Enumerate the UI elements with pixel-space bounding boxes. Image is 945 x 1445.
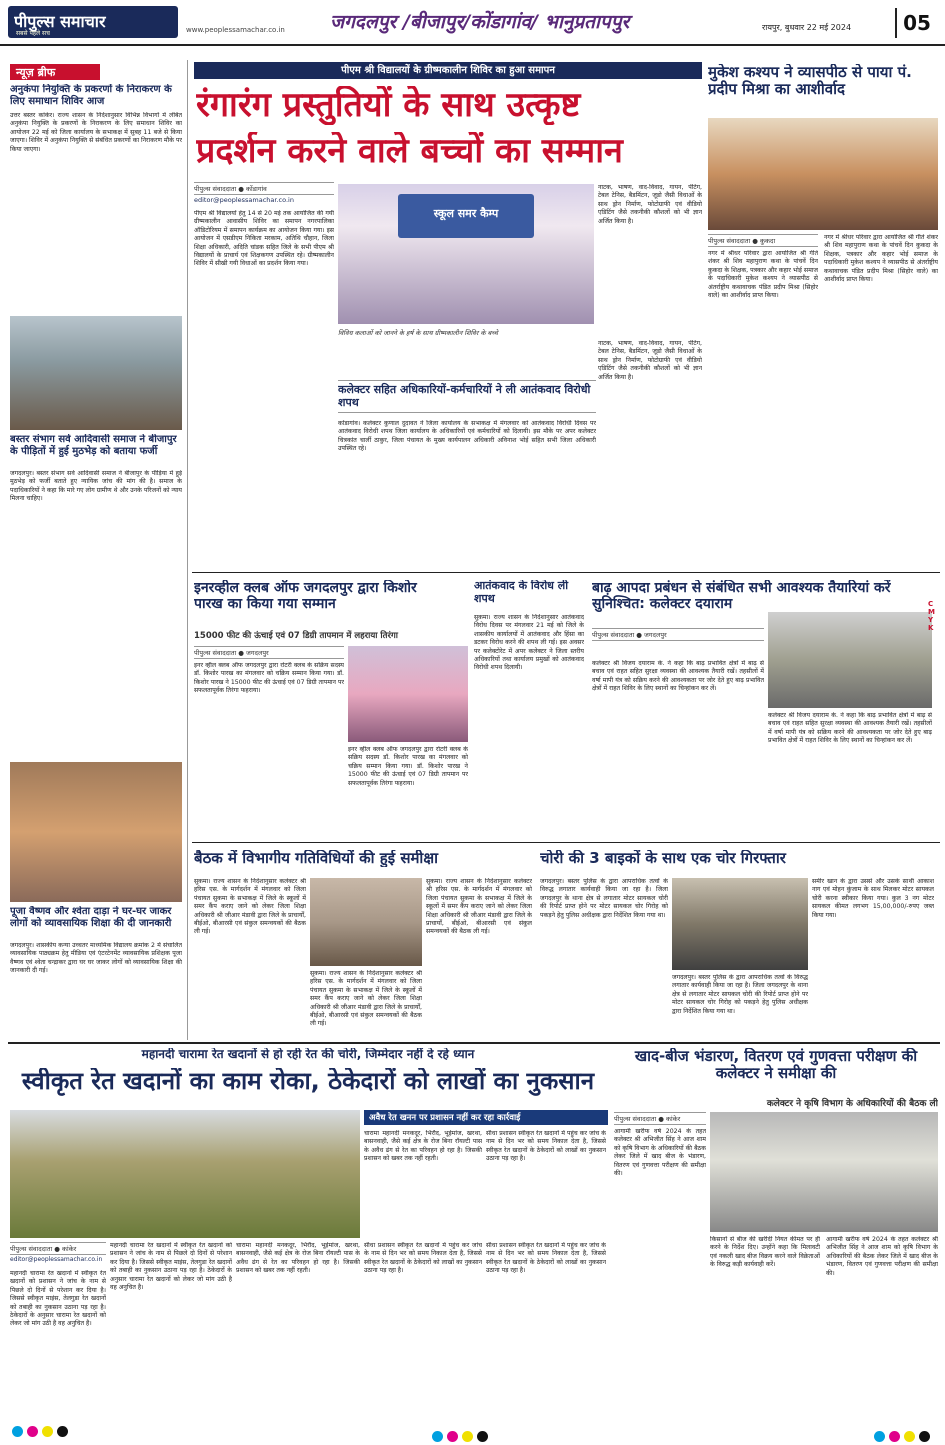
cmyk-black-dot — [57, 1426, 68, 1437]
mukesh-byline: पीपुल्स संवाददाता ● कुकदा — [708, 234, 818, 247]
shapath-headline: आतंकवाद के विरोध ली शपथ — [474, 580, 569, 605]
sammelan-headline: बस्तर संभाग सर्व आदिवासी समाज ने बीजापुर के पीड़ितों में हुई मुठभेड़ को बताया फर्जी — [10, 434, 177, 457]
lead-body-2: नाटक, भाषण, वाद-विवाद, गायन, पेंटिंग, टेबल टेनिस, बैडमिंटन, जूडो जैसी विधाओं के साथ ड्रोन निर्माण, फोटोग्राफी एवं वीडियो एडिटिंग जैसे तकनीकी कौशलों को भी ज्ञान अर्जित किया है। — [598, 184, 702, 225]
innerwheel-body: इनर व्हील क्लब ऑफ जगदलपुर द्वारा रोटरी क्लब के सक्रिय सदस्य डॉ. किशोर पारख का मंगलवार को चक्रिय सम्मान किया गया। डॉ. किशोर पारख ने 15000 फीट की ऊंचाई एवं 07 डिग्री तापमान पर सफलतापूर्वक तिरंगा फहराया। — [194, 662, 344, 695]
news-brief-label: न्यूज़ ब्रीफ — [10, 64, 100, 80]
column-divider — [187, 60, 188, 1040]
lead-email[interactable]: editor@peoplessamachar.co.in — [194, 196, 294, 204]
camp-banner-text: स्कूल समर कैम्प — [433, 207, 499, 220]
camp-banner — [398, 194, 534, 238]
khad-body-3: आगामी खरीफ वर्ष 2024 के तहत कलेक्टर श्री अभिजीत सिंह ने आज शाम को कृषि विभाग के अधिकारियों की बैठक लेकर जिले में खाद बीज के भंडारण, वितरण एवं गुणवत्ता परीक्षण की समीक्षा की। — [826, 1236, 938, 1277]
atankvad-body: कोंडागांव। कलेक्टर कुणाल दुदावत ने जिला कार्यालय के सभाकक्ष में मंगलवार को आतंकवाद विरोधी दिवस पर आतंकवाद विरोधी शपथ जिला कार्यालय के अधिकारियों एवं कर्मचारियों को दिलायी। इस मौके पर अपर कलेक्टर चित्रकांत चार्ली ठाकुर, जिला पंचायत के मुख्य कार्यपालन अधिकारी अविनाश भोई सहित सभी जिला अधिकारी उपस्थित रहे। — [338, 420, 596, 453]
chor-body-2: समीर खान के द्वारा उससे और उसके साथी आकाश नाग एवं मोहन कुंजाम के साथ मिलकर मोटर सायकल चोरी करना स्वीकार किया गया। कुल 3 नग मोटर सायकल कीमत लगभग 15,00,000/-रुपए जब्त किया गया। — [812, 878, 934, 919]
ret-strap: अवैध रेत खनन पर प्रशासन नहीं कर रहा कार्रवाई — [364, 1110, 608, 1125]
page-number: 05 — [895, 8, 937, 38]
section-rule-3 — [8, 1042, 940, 1044]
ret-body-2: चारामा महानदी मनकदूर, भिरौद, भूईमांज, खरथा, बासनवाही, जैसे कई क्षेत्र के रोज बिना रॉयल्टी पास के अवैध ढंग से रेत का परिवहन हो रहा है। जिसकी प्रशासन को खबर तक नहीं रहती। — [364, 1130, 482, 1163]
ret-body: महानदी चारामा रेत खदानों में स्वीकृत रेत खदानों को प्रशासन ने जांच के नाम से पिछले दो दिनों से परेशान कर दिया है। जिससे स्वीकृत माइंस, तेलगुडा रेत खदानों को तबाही का नुकसान उठाना पड़ रहा है। ठेकेदारों के अनुसार चारामा रेत खदानों को लेकर जो मांग उठी है वह अनुचित है। — [10, 1270, 106, 1328]
chor-headline: चोरी की 3 बाइकों के साथ एक चोर गिरफ्तार — [540, 850, 786, 867]
baadh-headline: बाढ़ आपदा प्रबंधन से संबंधित सभी आवश्यक तैयारियां करें सुनिश्चित: कलेक्टर दयाराम — [592, 580, 891, 613]
logo-block — [8, 6, 178, 38]
cmyk-cyan-dot — [874, 1431, 885, 1442]
baadh-byline: पीपुल्स संवाददाता ● जगदलपुर — [592, 628, 764, 641]
cmyk-cyan-dot — [432, 1431, 443, 1442]
lead-body-3: नाटक, भाषण, वाद-विवाद, गायन, पेंटिंग, टेबल टेनिस, बैडमिंटन, जूडो जैसी विधाओं के साथ ड्रोन निर्माण, फोटोग्राफी एवं वीडियो एडिटिंग जैसे तकनीकी कौशलों को भी ज्ञान अर्जित किया है। — [598, 340, 702, 381]
news-brief-body: उत्तर बस्तर कांकेर। राज्य शासन के निर्देशानुसार विभिन्न विभागों में लंबित अनुकंपा नियुक्ति के प्रकरणों के निराकरण के लिए समाधान शिविर का आयोजन 22 मई को जिला कार्यालय के सभाकक्ष में सुबह 11 बजे से किया जाएगा। शिविर में अनुकंपा नियुक्ति से संबंधित प्रकरणों का निराकरण मौके पर किया जाएगा। — [10, 112, 182, 153]
cmyk-yellow-dot — [42, 1426, 53, 1437]
mukesh-body-2: नगर में श्रीधर परिवार द्वारा आयोजित श्री गीते शंकर श्री शिव महापुराण कथा के पांचवें दिन कुकदा के शिक्षक, पत्रकार और कहार भोई समाज के पदाधिकारी मुकेश कश्यप ने व्यासपीठ से अंतर्राष्ट्रीय कथावाचक पंडित प्रदीप मिश्रा (सिहोर वाले) का आशीर्वाद प्राप्त किया। — [824, 234, 938, 284]
baithak-body-3: सुकमा। राज्य शासन के निर्देशानुसार कलेक्टर श्री हरिस एस. के मार्गदर्शन में मंगलवार को जिला पंचायत सुकमा के सभाकक्ष में जिले के स्कूलों में समर कैंप कराए जाने को लेकर जिला शिक्षा अधिकारी श्री जीआर मंडावी द्वारा जिले के प्राचार्यों, बीईओ, बीआरसी एवं संकुल समन्वयकों की बैठक ली गई। — [426, 878, 532, 936]
innerwheel-headline: इनरव्हील क्लब ऑफ जगदलपुर द्वारा किशोर पारख का किया गया सम्मान — [194, 580, 417, 613]
chor-body: जगदलपुर। बस्तर पुलिस के द्वारा आपराधिक तत्वों के विरुद्ध लगातार कार्यवाही किया जा रहा है। जिला जगदलपुर के थाना क्षेत्र से लगातार मोटर सायकल चोरी की रिपोर्ट प्राप्त होने पर मोटर सायकल चोर गिरोह को पकड़ने हेतु पुलिस अधीक्षक द्वारा निर्देशित किया गया था। — [540, 878, 668, 919]
edition-cities: जगदलपुर /बीजापुर/कोंडागांव/ भानुप्रतापपुर — [330, 11, 630, 33]
sammelan-body: जगदलपुर। बस्तर संभाग सर्व आदिवासी समाज ने बीजापुर के पीड़िया में हुई मुठभेड़ को फर्जी बताते हुए न्यायिक जांच की मांग की है। समाज के पदाधिकारियों ने कहा कि मारे गए लोग ग्रामीण थे और उनके परिजनों को न्याय मिलना चाहिए। — [10, 470, 182, 503]
website-url[interactable]: www.peoplessamachar.co.in — [186, 26, 285, 34]
innerwheel-body-2: इनर व्हील क्लब ऑफ जगदलपुर द्वारा रोटरी क्लब के सक्रिय सदस्य डॉ. किशोर पारख का मंगलवार को चक्रिय सम्मान किया गया। डॉ. किशोर पारख ने 15000 फीट की ऊंचाई एवं 07 डिग्री तापमान पर सफलतापूर्वक तिरंगा फहराया। — [348, 746, 468, 787]
section-rule-1 — [192, 572, 940, 573]
logo-tagline: सबसे पहले सच — [16, 30, 50, 37]
baithak-photo — [310, 878, 422, 966]
mukesh-headline: मुकेश कश्यप ने व्यासपीठ से पाया पं. प्रदीप मिश्रा का आशीर्वाद — [708, 64, 912, 99]
khad-headline: खाद-बीज भंडारण, वितरण एवं गुणवत्ता परीक्षण की कलेक्टर ने समीक्षा की — [634, 1048, 918, 1083]
khad-body-2: किसानों से बीज की खरीदी नियत कीमत पर ही करने के निर्देश दिए। उन्होंने कहा कि मिलावटी एवं नकली खाद बीज विक्रय करने वाले विक्रेताओं के विरुद्ध कड़ी कार्यवाही करें। — [710, 1236, 820, 1269]
baadh-body-2: कलेक्टर श्री विजय दयाराम के. ने कहा कि बाढ़ प्रभावित क्षेत्रों में बाढ़ से बचाव एवं राहत सहित सुरक्षा व्यवस्था की आवश्यक तैयारी रखें। तहसीलों में वर्षा मापी यंत्र को सक्रिय करने की आवश्यकता पर जोर देते हुए बाढ़ प्रभावित क्षेत्रों में राहत शिविर के लिए स्थानों का चिन्हांकन कर लें। — [768, 712, 932, 745]
baadh-photo — [768, 612, 932, 708]
cmyk-yellow-dot — [462, 1431, 473, 1442]
baithak-body: सुकमा। राज्य शासन के निर्देशानुसार कलेक्टर श्री हरिस एस. के मार्गदर्शन में मंगलवार को जिला पंचायत सुकमा के सभाकक्ष में जिले के स्कूलों में समर कैंप कराए जाने को लेकर जिला शिक्षा अधिकारी श्री जीआर मंडावी द्वारा जिले के प्राचार्यों, बीईओ, बीआरसी एवं संकुल समन्वयकों की बैठक ली गई। — [194, 878, 306, 936]
section-rule-2 — [192, 842, 940, 843]
innerwheel-photo — [348, 646, 468, 742]
ret-email[interactable]: editor@peoplessamachar.co.in — [10, 1256, 103, 1263]
ret-headline: स्वीकृत रेत खदानों का काम रोका, ठेकेदारों को लाखों का नुकसान — [21, 1068, 595, 1095]
chor-photo — [672, 878, 808, 970]
chor-body-3: जगदलपुर। बस्तर पुलिस के द्वारा आपराधिक तत्वों के विरुद्ध लगातार कार्यवाही किया जा रहा है। जिला जगदलपुर के थाना क्षेत्र से लगातार मोटर सायकल चोरी की रिपोर्ट प्राप्त होने पर मोटर सायकल चोर गिरोह को पकड़ने हेतु पुलिस अधीक्षक द्वारा निर्देशित किया गया था। — [672, 974, 808, 1015]
ret-body-e: सीधा प्रशासन स्वीकृत रेत खदानों में पहुंच कर जांच के नाम से दिन भर को समय निकाल देता है, जिससे स्वीकृत रेत खदानों के ठेकेदारों को लाखों का नुकसान उठाना पड़ रहा है। — [486, 1242, 606, 1275]
mukesh-photo — [708, 118, 938, 230]
cmyk-magenta-dot — [889, 1431, 900, 1442]
innerwheel-subhead: 15000 फीट की ऊंचाई एवं 07 डिग्री तापमान में लहराया तिरंगा — [194, 631, 398, 641]
ret-body-3: सीधा प्रशासन स्वीकृत रेत खदानों में पहुंच कर जांच के नाम से दिन भर को समय निकाल देता है, जिससे स्वीकृत रेत खदानों के ठेकेदारों को लाखों का नुकसान उठाना पड़ रहा है। — [486, 1130, 606, 1163]
protest-photo — [10, 316, 182, 430]
cmyk-yellow-dot — [904, 1431, 915, 1442]
lead-byline: पीपुल्स संवाददाता ● कोंडागांव — [194, 182, 334, 195]
footer-cmyk-center — [430, 1426, 490, 1445]
lead-body: पीएम श्री विद्यालयों हेतु 14 से 20 मई तक आयोजित की गयी ग्रीष्मकालीन आवासीय शिविर का समापन नगरपालिका ऑडिटोरियम में समापन कार्यक्रम का आयोजन किया गया। इस आयोजन में एसडीएम निकिता मरकाम, अतिथि चौहान, जिला शिक्षा अधिकारी, अदिति चांडक सहित जिले के सभी पीएम श्री विद्यालयों के प्राचार्य एवं शिक्षकगण उपस्थित रहे। ग्रीष्मकालीन शिविर में सीखी गयी विधाओं का प्रदर्शन किया गया। — [194, 210, 334, 268]
lead-photo-caption: विविध कलाओं को जानने के हर्ष के साथ ग्रीष्मकालीन शिविर के बच्चे — [338, 329, 498, 337]
ret-photo — [10, 1110, 360, 1238]
mukesh-body: नगर में श्रीधर परिवार द्वारा आयोजित श्री गीते शंकर श्री शिव महापुराण कथा के पांचवें दिन कुकदा के शिक्षक, पत्रकार और कहार भोई समाज के पदाधिकारी मुकेश कश्यप ने व्यासपीठ से अंतर्राष्ट्रीय कथावाचक पंडित प्रदीप मिश्रा (सिहोर वाले) का आशीर्वाद प्राप्त किया। — [708, 250, 818, 300]
pooja-body: जगदलपुर। शासकीय कन्या उच्चतर माध्यमिक विद्यालय क्रमांक 2 में संचालित व्यावसायिक पाठ्यक्रम हेतु मीडिया एवं एंटरटेनमेंट व्यावसायिक प्रशिक्षक पूजा वैष्णव एवं श्वेता चन्द्राकर द्वारा घर घर जाकर लोगों को व्यावसायिक शिक्षा की जानकारी दी गई। — [10, 942, 182, 975]
footer-cmyk-left — [10, 1426, 70, 1437]
ret-body-d: सीधा प्रशासन स्वीकृत रेत खदानों में पहुंच कर जांच के नाम से दिन भर को समय निकाल देता है, जिससे स्वीकृत रेत खदानों के ठेकेदारों को लाखों का नुकसान उठाना पड़ रहा है। — [364, 1242, 482, 1275]
innerwheel-byline: पीपुल्स संवाददाता ● जगदलपुर — [194, 646, 344, 659]
cmyk-black-dot — [477, 1431, 488, 1442]
lead-kicker: पीएम श्री विद्यालयों के ग्रीष्मकालीन शिविर का हुआ समापन — [194, 62, 702, 79]
khad-photo — [710, 1112, 938, 1232]
cmyk-black-dot — [919, 1431, 930, 1442]
ret-kicker: महानदी चारामा रेत खदानों से हो रही रेत की चोरी, जिम्मेदार नहीं दे रहे ध्यान — [141, 1048, 475, 1061]
khad-body: आगामी खरीफ वर्ष 2024 के तहत कलेक्टर श्री अभिजीत सिंह ने आज शाम को कृषि विभाग के अधिकारियों की बैठक लेकर जिले में खाद बीज के भंडारण, वितरण एवं गुणवत्ता परीक्षण की समीक्षा की। — [614, 1128, 706, 1178]
baadh-body: कलेक्टर श्री विजय दयाराम के. ने कहा कि बाढ़ प्रभावित क्षेत्रों में बाढ़ से बचाव एवं राहत सहित सुरक्षा व्यवस्था की आवश्यक तैयारी रखें। तहसीलों में वर्षा मापी यंत्र को सक्रिय करने की आवश्यकता पर जोर देते हुए बाढ़ प्रभावित क्षेत्रों में राहत शिविर के लिए स्थानों का चिन्हांकन कर लें। — [592, 660, 764, 693]
ret-body-c: चारामा महानदी मनकदूर, भिरौद, भूईमांज, खरथा, बासनवाही, जैसे कई क्षेत्र के रोज बिना रॉयल्टी पास के अवैध ढंग से रेत का परिवहन हो रहा है। जिसकी प्रशासन को खबर तक नहीं रहती। — [236, 1242, 360, 1275]
baithak-body-2: सुकमा। राज्य शासन के निर्देशानुसार कलेक्टर श्री हरिस एस. के मार्गदर्शन में मंगलवार को जिला पंचायत सुकमा के सभाकक्ष में जिले के स्कूलों में समर कैंप कराए जाने को लेकर जिला शिक्षा अधिकारी श्री जीआर मंडावी द्वारा जिले के प्राचार्यों, बीईओ, बीआरसी एवं संकुल समन्वयकों की बैठक ली गई। — [310, 970, 422, 1028]
lead-headline-line1: रंगारंग प्रस्तुतियों के साथ उत्कृष्ट — [196, 86, 581, 125]
news-brief-headline: अनुकंपा नियुक्ति के प्रकरणों के निराकरण के लिए समाधान शिविर आज — [10, 84, 172, 107]
shapath-body: सुकमा। राज्य शासन के निर्देशानुसार आतंकवाद विरोध दिवस पर मंगलवार 21 मई को जिले के शासकीय कार्यालयों में आतंकवाद और हिंसा का डटकर विरोध करने की शपथ ली गई। इस अवसर पर कलेक्टोरेट में अपर कलेक्टर ने जिला स्तरीय अधिकारियों तथा कार्यालय प्रमुखों को आतंकवाद विरोधी शपथ दिलायी। — [474, 614, 584, 672]
ret-body-b: महानदी चारामा रेत खदानों में स्वीकृत रेत खदानों को प्रशासन ने जांच के नाम से पिछले दो दिनों से परेशान कर दिया है। जिससे स्वीकृत माइंस, तेलगुडा रेत खदानों को तबाही का नुकसान उठाना पड़ रहा है। ठेकेदारों के अनुसार चारामा रेत खदानों को लेकर जो मांग उठी है वह अनुचित है। — [110, 1242, 232, 1292]
cmyk-magenta-dot — [27, 1426, 38, 1437]
cmyk-magenta-dot — [447, 1431, 458, 1442]
pooja-headline: पूजा वैष्णव और श्वेता दाड़ा ने घर-घर जाकर लोगों को व्यावसायिक शिक्षा की दी जानकारी — [10, 906, 172, 929]
dateline: रायपुर, बुधवार 22 मई 2024 — [762, 23, 852, 32]
masthead — [0, 0, 945, 46]
pooja-photo — [10, 762, 182, 902]
logo-text: पीपुल्स समाचार — [14, 12, 106, 31]
lead-headline-line2: प्रदर्शन करने वाले बच्चों का सम्मान — [196, 132, 623, 171]
cmyk-side-mark: C M Y K — [928, 600, 935, 632]
khad-subhead: कलेक्टर ने कृषि विभाग के अधिकारियों की बैठक ली — [766, 1099, 938, 1109]
khad-byline: पीपुल्स संवाददाता ● कांकेर — [614, 1112, 706, 1125]
baithak-headline: बैठक में विभागीय गतिविधियों की हुई समीक्षा — [194, 850, 438, 867]
cmyk-cyan-dot — [12, 1426, 23, 1437]
lead-photo — [338, 184, 594, 324]
ret-byline: पीपुल्स संवाददाता ● कांकेर — [10, 1242, 106, 1255]
footer-cmyk-right — [872, 1426, 932, 1445]
atankvad-headline: कलेक्टर सहित अधिकारियों-कर्मचारियों ने ली आतंकवाद विरोधी शपथ — [338, 380, 596, 413]
